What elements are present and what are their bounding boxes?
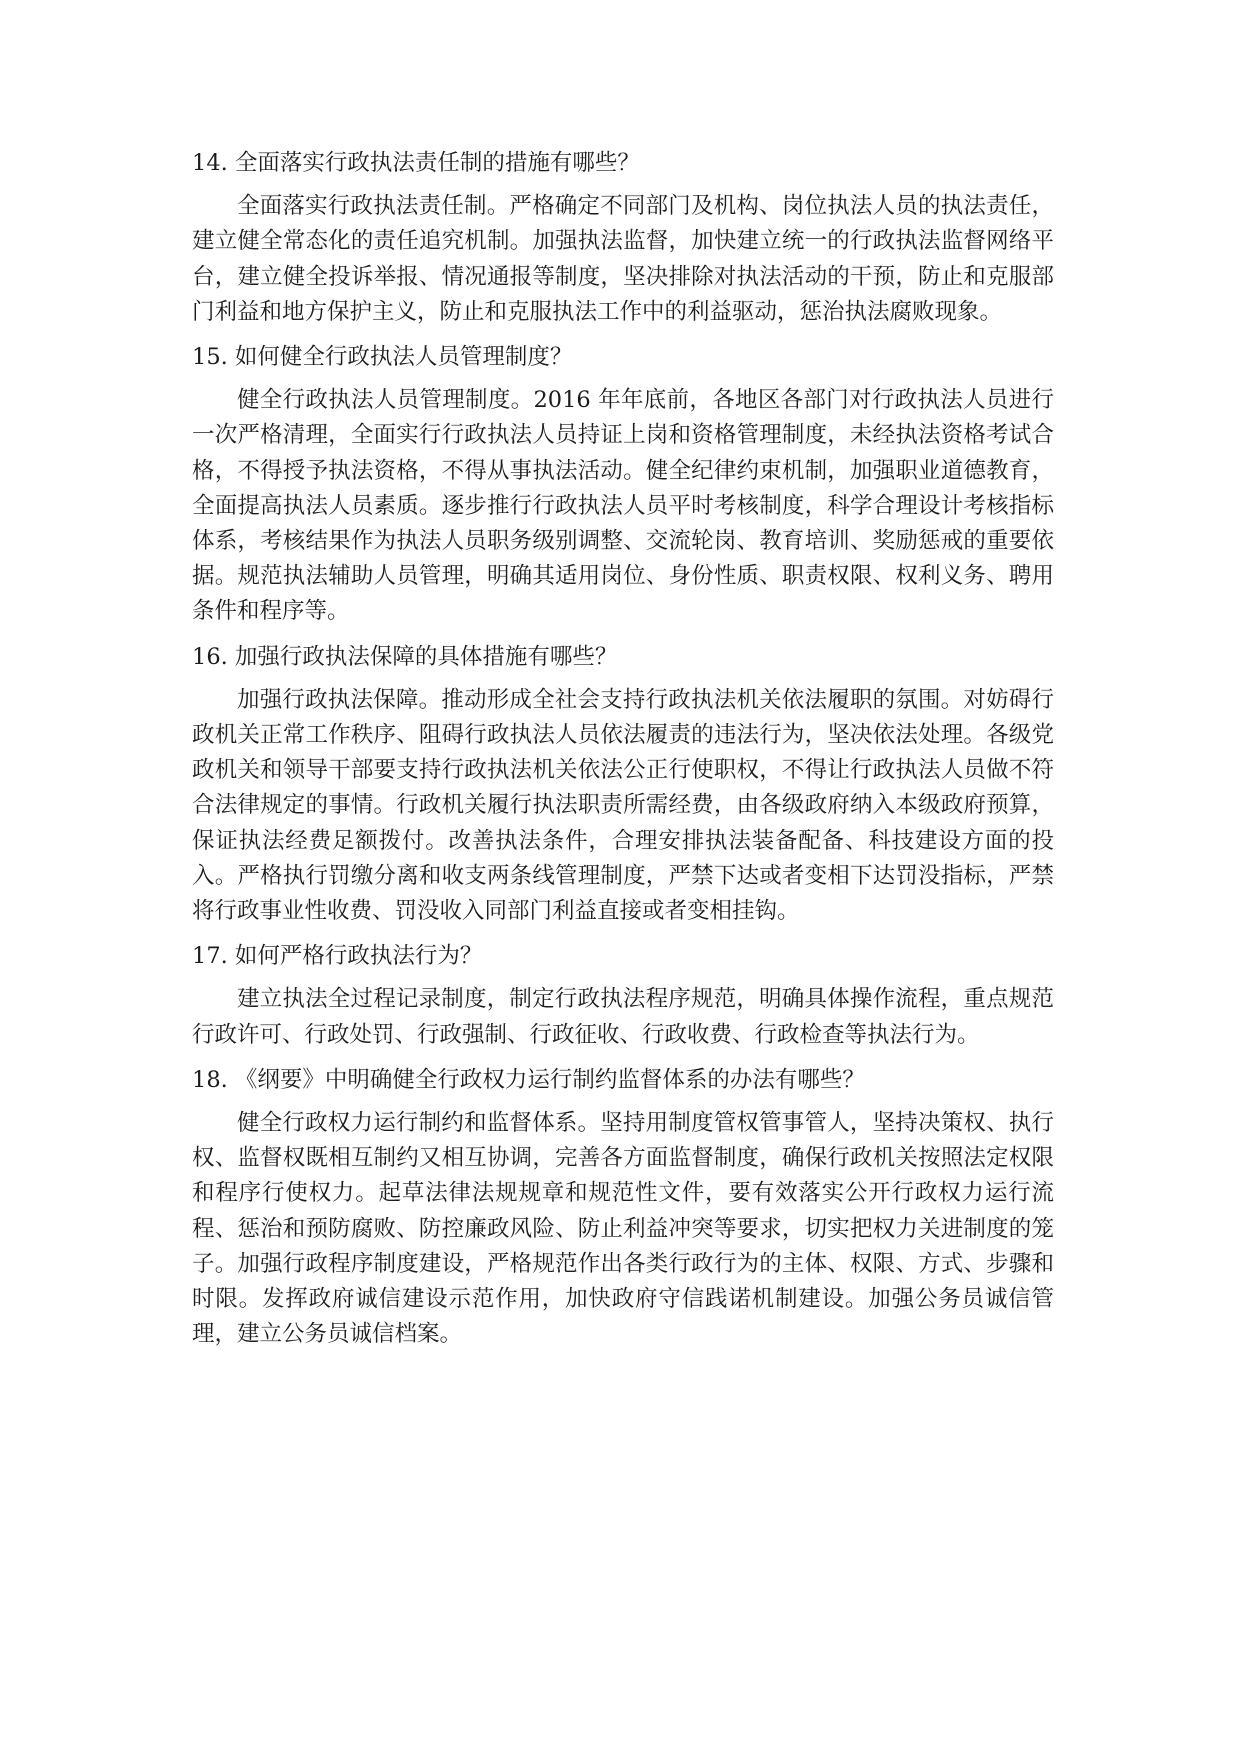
answer-paragraph: 健全行政权力运行制约和监督体系。坚持用制度管权管事管人，坚持决策权、执行权、监督权既相互制约又相互协调，完善各方面监督制度，确保行政机关按照法定权限和程序行使权力。起草法律法规规章和规范性文件，要有效落实公开行政权力运行流程、惩治和预防腐败、防控廉政风险、防止利益冲突等要求，切实把权力关进制度的笼子。加强行政程序制度建设，严格规范作出各类行政行为的主体、权限、方式、步骤和时限。发挥政府诚信建设示范作用，加快政府守信践诺机制建设。加强公务员诚信管理，建立公务员诚信档案。 [192,1110,1054,1348]
question-heading: 17. 如何严格行政执法行为？ [192,943,483,970]
question-heading: 18. 《纲要》中明确健全行政权力运行制约监督体系的办法有哪些？ [192,1066,865,1093]
question-heading: 14. 全面落实行政执法责任制的措施有哪些？ [192,150,640,176]
question-heading: 15. 如何健全行政执法人员管理制度？ [192,344,573,371]
answer-paragraph: 加强行政执法保障。推动形成全社会支持行政执法机关依法履职的氛围。对妨碍行政机关正常工作秩序、阻碍行政执法人员依法履责的违法行为，坚决依法处理。各级党政机关和领导干部要支持行政执法机关依法公正行使职权，不得让行政执法人员做不符合法律规定的事情。行政机关履行执法职责所需经费，由各级政府纳入本级政府预算，保证执法经费足额拨付。改善执法条件，合理安排执法装备配备、科技建设方面的投入。严格执行罚缴分离和收支两条线管理制度，严禁下达或者变相下达罚没指标，严禁将行政事业性收费、罚没收入同部门利益直接或者变相挂钩。 [192,686,1054,925]
qa-item-18 [192,1063,1054,1353]
answer-paragraph: 建立执法全过程记录制度，制定行政执法程序规范，明确具体操作流程，重点规范行政许可、行政处罚、行政强制、行政征收、行政收费、行政检查等执法行为。 [192,986,1054,1048]
answer-paragraph: 全面落实行政执法责任制。严格确定不同部门及机构、岗位执法人员的执法责任，建立健全常态化的责任追究机制。加强执法监督，加快建立统一的行政执法监督网络平台，建立健全投诉举报、情况通报等制度，坚决排除对执法活动的干预，防止和克服部门利益和地方保护主义，防止和克服执法工作中的利益驱动，惩治执法腐败现象。 [192,193,1054,325]
qa-item-17 [192,939,1054,1053]
qa-item-14 [192,146,1054,330]
answer-paragraph: 健全行政执法人员管理制度。2016 年年底前，各地区各部门对行政执法人员进行一次严格清理，全面实行行政执法人员持证上岗和资格管理制度，未经执法资格考试合格，不得授予执法资格，不得从事执法活动。健全纪律约束机制，加强职业道德教育，全面提高执法人员素质。逐步推行行政执法人员平时考核制度，科学合理设计考核指标体系，考核结果作为执法人员职务级别调整、交流轮岗、教育培训、奖励惩戒的重要依据。规范执法辅助人员管理，明确其适用岗位、身份性质、职责权限、权利义务、聘用条件和程序等。 [192,387,1054,625]
qa-item-16 [192,640,1054,930]
document-page [192,146,1054,1363]
question-heading: 16. 加强行政执法保障的具体措施有哪些？ [192,643,618,670]
qa-item-15 [192,340,1054,630]
